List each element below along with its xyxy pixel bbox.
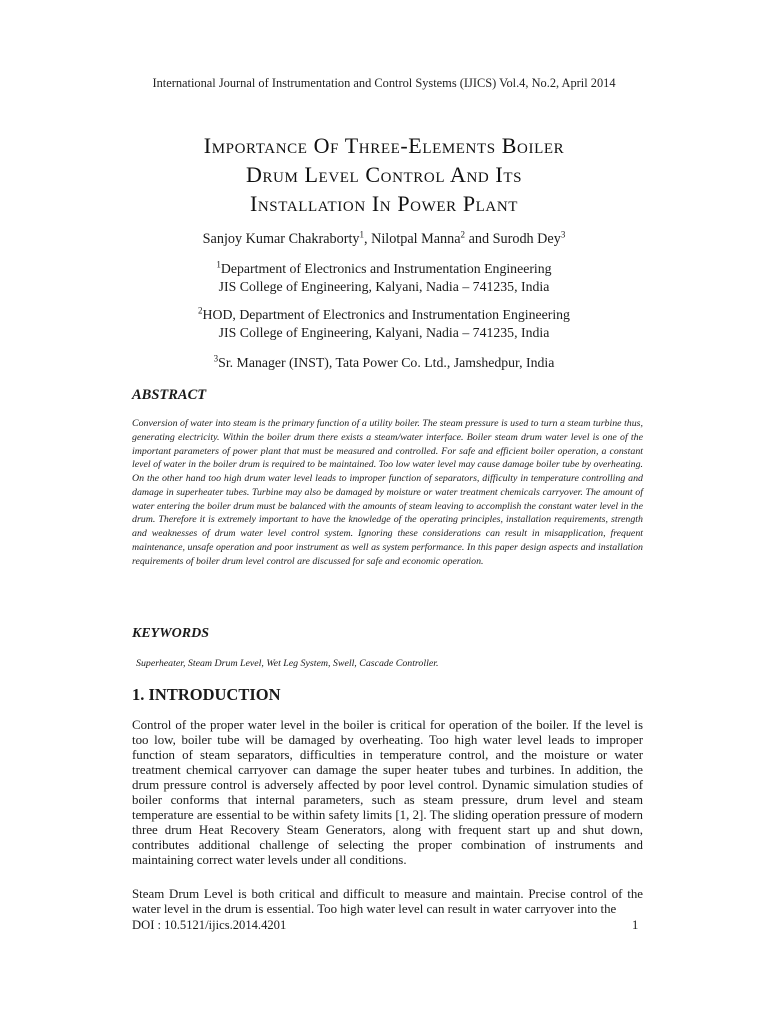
affiliation-marker: 1 xyxy=(216,259,221,270)
title-line-1: Importance Of Three-Elements Boiler xyxy=(203,133,565,158)
author-affiliation-marker: 3 xyxy=(560,229,566,240)
affiliation-2 xyxy=(0,306,768,342)
author-separator: and xyxy=(465,231,493,247)
page-number: 1 xyxy=(632,918,639,932)
abstract-heading: ABSTRACT xyxy=(132,387,207,403)
keywords-text: Superheater, Steam Drum Level, Wet Leg System, Swell, Cascade Controller. xyxy=(136,658,439,669)
keywords-heading: KEYWORDS xyxy=(132,626,210,641)
running-head: International Journal of Instrumentation and Control Systems (IJICS) Vol.4, No.2, April 2014 xyxy=(152,76,616,90)
author-list xyxy=(0,231,768,248)
affiliation-1 xyxy=(0,260,768,296)
author-affiliation-marker: 2 xyxy=(460,229,466,240)
introduction-paragraph-1: Control of the proper water level in the boiler is critical for operation of the boiler. If the level is too low, boiler tube will be damaged by overheating. Too high water level leads to improper function of steam separators, difficulties in temperature control, and the moisture or water treatment chemical carryover can damage the super heater tubes and turbines. In addition, the drum pressure control is adversely affected by poor level control. Dynamic simulation studies of boiler conforms that internal parameters, such as steam pressure, drum level and steam temperature are essential to be within safety limits [1, 2]. The sliding operation pressure of modern three drum Heat Recovery Steam Generators, along with frequent start up and shut down, contributes additional challenge of selecting the proper combination of instruments and maintaining correct water levels under all conditions. xyxy=(132,718,643,868)
title-line-2: Drum Level Control And Its xyxy=(245,162,523,187)
affiliation-line: Department of Electronics and Instrumentation Engineering xyxy=(220,261,552,276)
author-name: Nilotpal Manna xyxy=(371,231,461,247)
author-name: Sanjoy Kumar Chakraborty xyxy=(202,231,360,247)
doi: DOI : 10.5121/ijics.2014.4201 xyxy=(132,918,287,932)
affiliation-3 xyxy=(0,354,768,372)
affiliation-line: JIS College of Engineering, Kalyani, Nadia – 741235, India xyxy=(218,325,550,340)
affiliation-line: HOD, Department of Electronics and Instrumentation Engineering xyxy=(202,307,570,322)
author-affiliation-marker: 1 xyxy=(359,229,364,240)
introduction-heading: 1. INTRODUCTION xyxy=(132,685,281,704)
paper-title xyxy=(60,131,708,218)
author-name: Surodh Dey xyxy=(492,231,561,247)
title-line-3: Installation In Power Plant xyxy=(249,191,519,216)
abstract-text: Conversion of water into steam is the primary function of a utility boiler. The steam pressure is used to turn a steam turbine thus, generating electricity. Within the boiler drum there exists a steam/water interface. Boiler steam drum water level is one of the important parameters of power plant that must be measured and controlled. For safe and efficient boiler operation, a constant level of water in the boiler drum is required to be maintained. Too low water level may cause damage boiler tube by overheating. On the other hand too high drum water level leads to improper function of separators, difficulty in temperature controlling and damage in superheater tubes. Turbine may also be damaged by moisture or water treatment chemicals carryover. The amount of water entering the boiler drum must be balanced with the amounts of steam leaving to accomplish the constant water level in the drum. Therefore it is extremely important to have the knowledge of the operating principles, installation requirements, strength and weaknesses of drum water level control system. Ignoring these considerations can result in misapplication, frequent maintenance, unsafe operation and poor instrument as well as system performance. In this paper design aspects and installation requirements of boiler drum level control are discussed for safe and economic operation. xyxy=(132,418,643,567)
affiliation-line: Sr. Manager (INST), Tata Power Co. Ltd., Jamshedpur, India xyxy=(218,355,555,370)
affiliation-marker: 2 xyxy=(198,305,203,316)
introduction-paragraph-2: Steam Drum Level is both critical and difficult to measure and maintain. Precise control of the water level in the drum is essential. Too high water level can result in water carryover into the xyxy=(132,887,643,917)
affiliation-marker: 3 xyxy=(213,353,219,364)
affiliation-line: JIS College of Engineering, Kalyani, Nadia – 741235, India xyxy=(218,279,550,294)
author-separator: , xyxy=(364,231,372,247)
